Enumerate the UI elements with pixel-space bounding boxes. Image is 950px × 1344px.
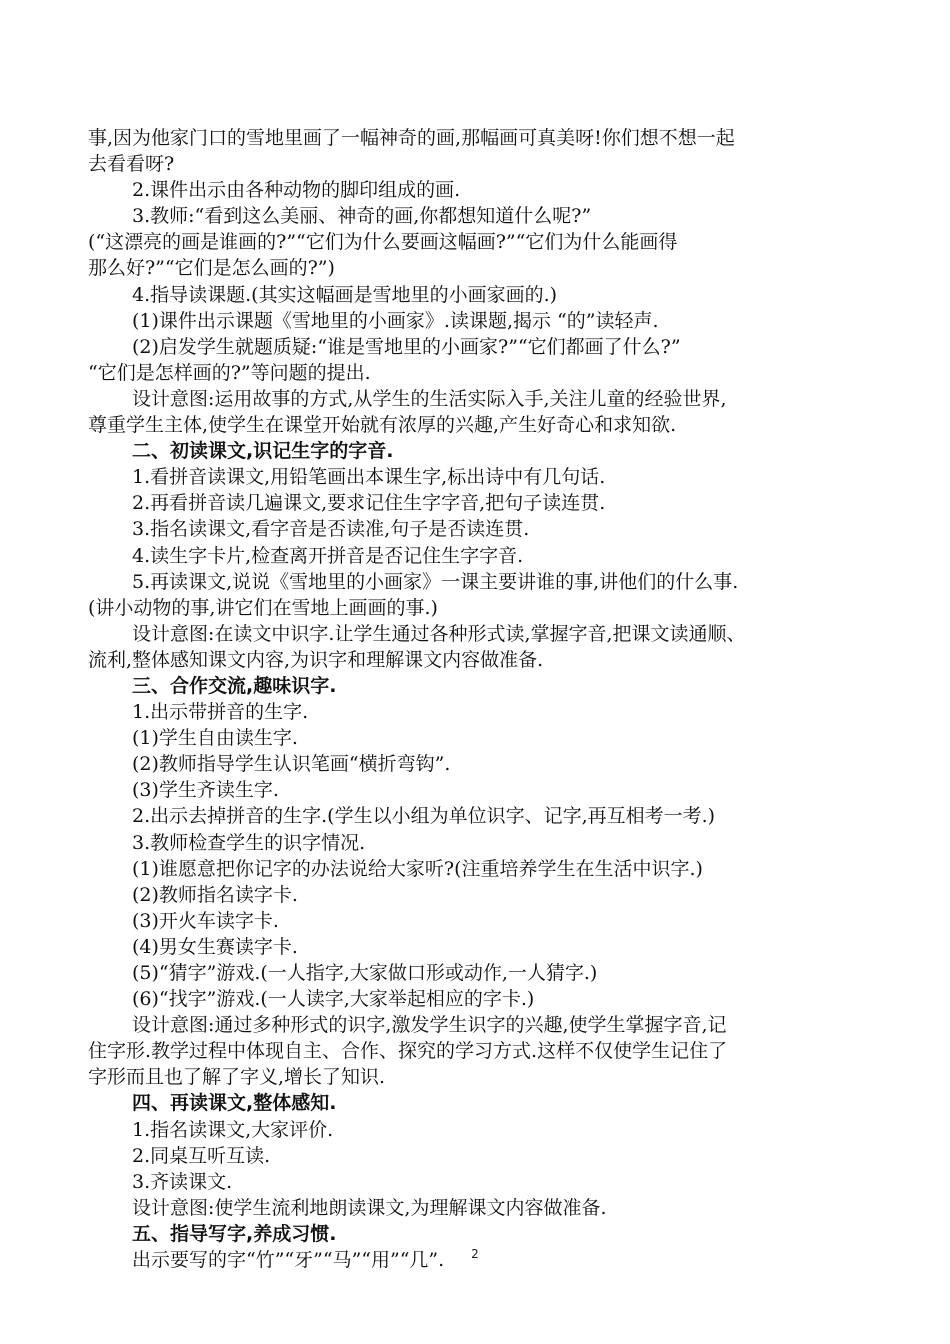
text-line: (4)男女生赛读字卡. <box>132 935 298 958</box>
text-line: 住字形.教学过程中体现自主、合作、探究的学习方式.这样不仅使学生记住了 <box>88 1040 728 1063</box>
text-line: 2.再看拼音读几遍课文,要求记住生字字音,把句子读连贯. <box>132 492 606 515</box>
text-line: 去看看呀? <box>88 153 175 176</box>
text-line: “它们是怎样画的?”等问题的提出. <box>88 361 371 384</box>
text-line: 设计意图:在读文中识字.让学生通过各种形式读,掌握字音,把课文读通顺、 <box>132 622 746 645</box>
text-line: 3.教师检查学生的识字情况. <box>132 831 366 854</box>
text-line: (“这漂亮的画是谁画的?”“它们为什么要画这幅画?”“它们为什么能画得 <box>88 231 678 254</box>
text-line: 设计意图:使学生流利地朗读课文,为理解课文内容做准备. <box>132 1196 607 1219</box>
text-line: (2)教师指名读字卡. <box>132 883 298 906</box>
text-line: (2)启发学生就题质疑:“谁是雪地里的小画家?”“它们都画了什么?” <box>132 335 681 358</box>
text-line: (讲小动物的事,讲它们在雪地上画画的事.) <box>88 596 438 619</box>
text-line: 设计意图:运用故事的方式,从学生的生活实际入手,关注儿童的经验世界, <box>132 387 727 410</box>
text-line: 4.指导读课题.(其实这幅画是雪地里的小画家画的.) <box>132 283 558 306</box>
text-line: 3.齐读课文. <box>132 1170 233 1193</box>
section-heading: 三、合作交流,趣味识字. <box>132 674 337 697</box>
text-line: 尊重学生主体,使学生在课堂开始就有浓厚的兴趣,产生好奇心和求知欲. <box>88 414 677 437</box>
text-line: 1.出示带拼音的生字. <box>132 701 309 724</box>
text-line: 事,因为他家门口的雪地里画了一幅神奇的画,那幅画可真美呀!你们想不想一起 <box>88 127 735 149</box>
text-line: 3.教师:“看到这么美丽、神奇的画,你都想知道什么呢?” <box>132 205 592 228</box>
text-line: 出示要写的字“竹”“牙”“马”“用”“几”. <box>132 1249 445 1272</box>
text-line: 2.课件出示由各种动物的脚印组成的画. <box>132 179 461 202</box>
text-line: (2)教师指导学生认识笔画“横折弯钩”. <box>132 753 451 776</box>
text-line: (3)开火车读字卡. <box>132 909 279 932</box>
text-line: 流利,整体感知课文内容,为识字和理解课文内容做准备. <box>88 648 544 671</box>
text-line: 3.指名读课文,看字音是否读准,句子是否读连贯. <box>132 518 530 541</box>
section-heading: 五、指导写字,养成习惯. <box>132 1222 337 1245</box>
text-line: (3)学生齐读生字. <box>132 779 279 802</box>
text-line: 2.出示去掉拼音的生字.(学生以小组为单位识字、记字,再互相考一考.) <box>132 805 716 828</box>
text-line: 设计意图:通过多种形式的识字,激发学生识字的兴趣,使学生掌握字音,记 <box>132 1014 727 1037</box>
text-line: (1)学生自由读生字. <box>132 727 298 750</box>
text-line: 5.再读课文,说说《雪地里的小画家》一课主要讲谁的事,讲他们的什么事. <box>132 570 739 593</box>
text-line: (6)“找字”游戏.(一人读字,大家举起相应的字卡.) <box>132 988 535 1011</box>
text-line: 1.指名读课文,大家评价. <box>132 1118 334 1141</box>
text-line: (1)课件出示课题《雪地里的小画家》.读课题,揭示 “的”读轻声. <box>132 309 659 332</box>
document-body <box>88 125 868 1273</box>
text-line: 4.读生字卡片,检查离开拼音是否记住生字字音. <box>132 544 524 567</box>
page-number: 2 <box>471 1247 479 1261</box>
text-line: 1.看拼音读课文,用铅笔画出本课生字,标出诗中有几句话. <box>132 466 606 489</box>
text-line: 那么好?”“它们是怎么画的?”) <box>88 257 335 280</box>
section-heading: 二、初读课文,识记生字的字音. <box>132 440 394 463</box>
text-line: 字形而且也了解了字义,增长了知识. <box>88 1066 386 1089</box>
text-line: (1)谁愿意把你记字的办法说给大家听?(注重培养学生在生活中识字.) <box>132 857 703 880</box>
section-heading: 四、再读课文,整体感知. <box>132 1092 337 1115</box>
text-line: (5)“猜字”游戏.(一人指字,大家做口形或动作,一人猜字.) <box>132 962 598 984</box>
text-line: 2.同桌互听互读. <box>132 1144 271 1167</box>
